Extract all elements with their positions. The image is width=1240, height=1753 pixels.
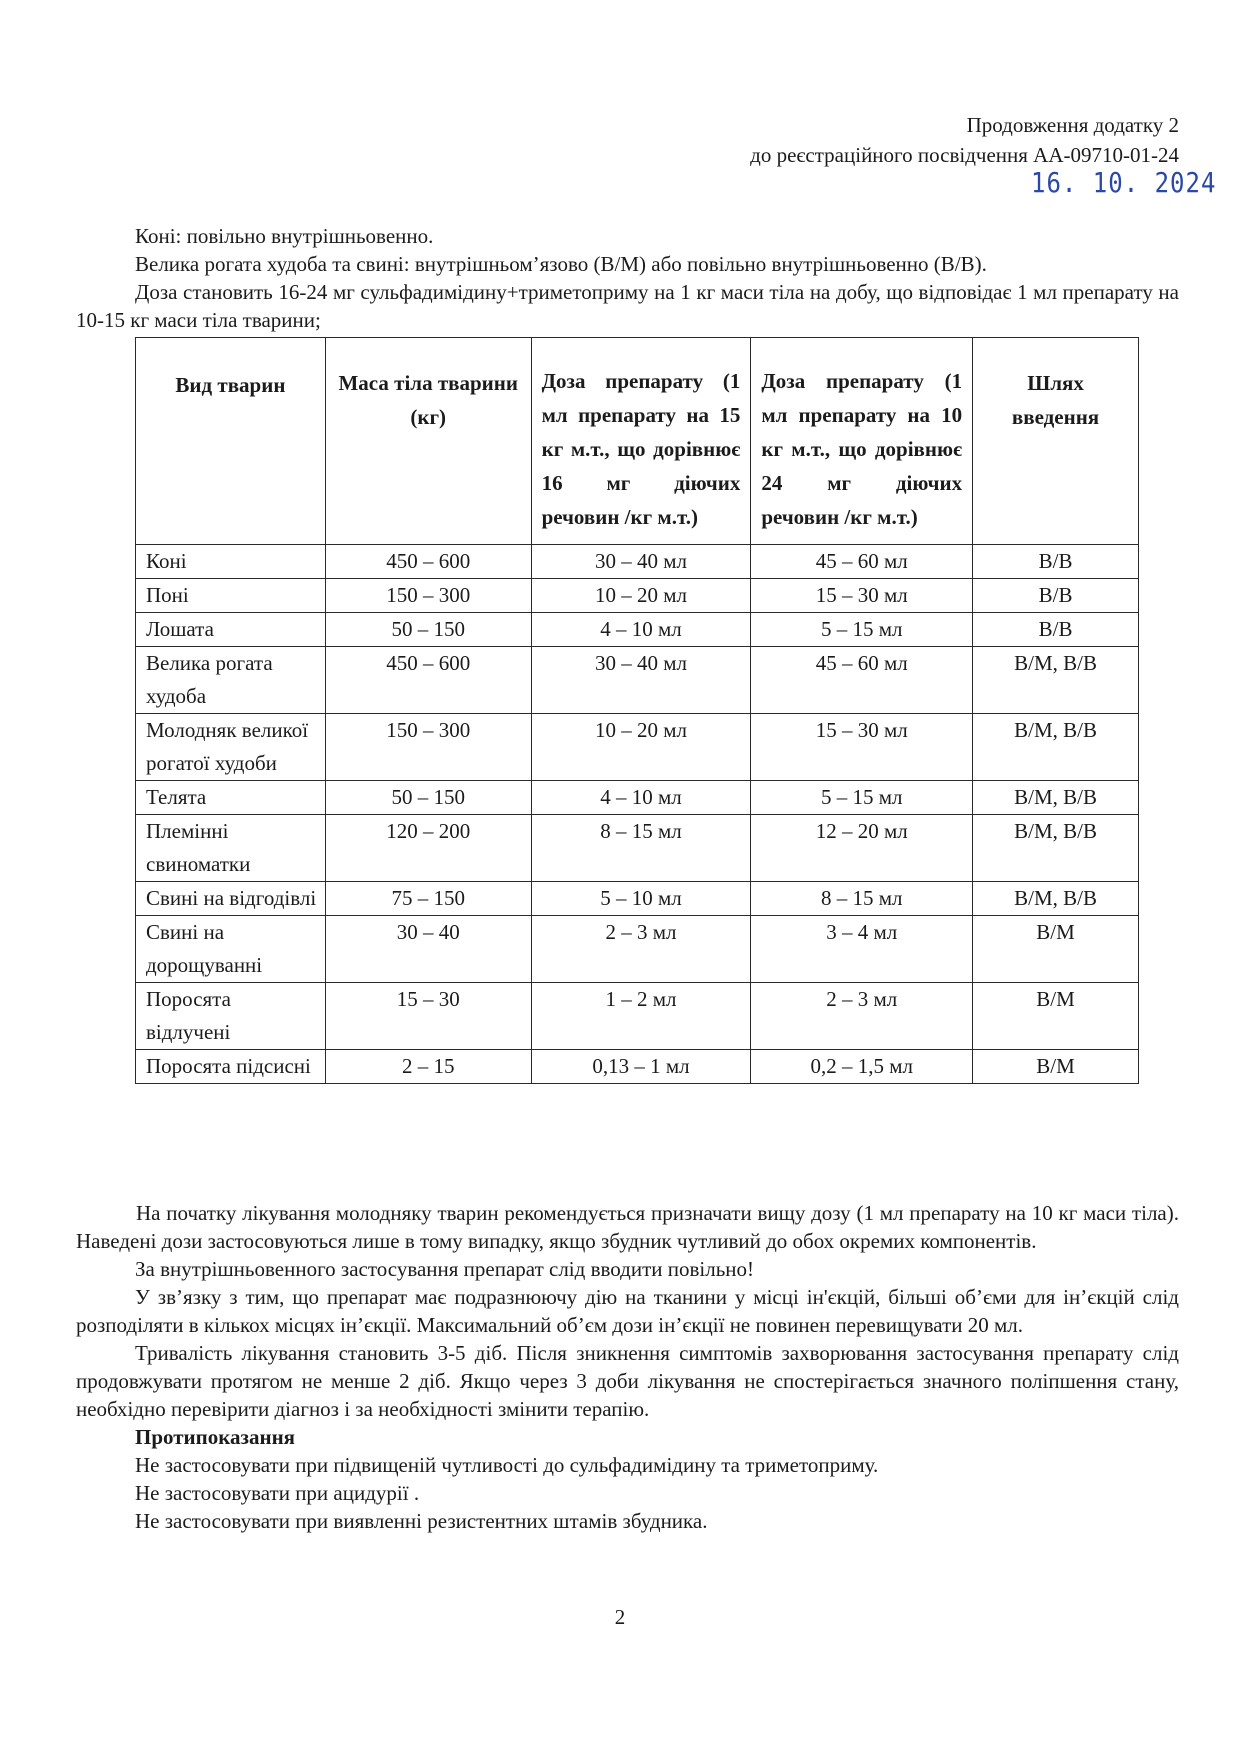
contraindication-item: Не застосовувати при виявленні резистентних штамів збудника. [135,1509,708,1533]
date-stamp: 16. 10. 2024 [1031,166,1217,200]
page-number: 2 [614,1605,626,1629]
cell-weight: 50 – 150 [325,613,531,647]
cell-species: Свині на відгодівлі [136,882,326,916]
cell-dose-10: 0,2 – 1,5 мл [751,1050,973,1084]
cell-dose-10: 12 – 20 мл [751,815,973,882]
table-row [136,1050,1139,1084]
cell-dose-10: 2 – 3 мл [751,983,973,1050]
cell-species: Лошата [136,613,326,647]
header-line-2: до реєстраційного посвідчення АА-09710-01-24 [750,143,1179,167]
header-dose-15kg: Доза препарату (1 мл препарату на 15 кг м.т., що дорівнює 16 мг діючих речовин /кг м.т.) [531,338,751,545]
header-route: Шлях введення [973,338,1139,545]
cell-dose-15: 30 – 40 мл [531,647,751,714]
table-row [136,579,1139,613]
cell-route: В/М, В/В [973,647,1139,714]
cell-weight: 50 – 150 [325,781,531,815]
cell-dose-15: 5 – 10 мл [531,882,751,916]
cell-route: В/В [973,613,1139,647]
table-row [136,815,1139,882]
cell-route: В/М [973,1050,1139,1084]
table-row [136,781,1139,815]
cell-dose-15: 30 – 40 мл [531,545,751,579]
cell-weight: 75 – 150 [325,882,531,916]
header-dose-10kg: Доза препарату (1 мл препарату на 10 кг м.т., що дорівнює 24 мг діючих речовин /кг м.т.) [751,338,973,545]
cell-species: Свині на дорощуванні [136,916,326,983]
cell-weight: 450 – 600 [325,647,531,714]
dosage-table [135,337,1139,1084]
cell-weight: 30 – 40 [325,916,531,983]
header-animal-species: Вид тварин [136,338,326,545]
cell-route: В/М [973,983,1139,1050]
instructions-section [76,1199,1179,1535]
contraindications-heading: Протипоказання [135,1425,296,1449]
table-row [136,545,1139,579]
cell-species: Молодняк великої рогатої худоби [136,714,326,781]
cell-dose-10: 5 – 15 мл [751,613,973,647]
table-row [136,983,1139,1050]
header-body-weight: Маса тіла тварини (кг) [325,338,531,545]
cell-route: В/М, В/В [973,714,1139,781]
paragraph-iv-slowly: За внутрішньовенного застосування препарат слід вводити повільно! [135,1257,755,1281]
cell-dose-10: 15 – 30 мл [751,579,973,613]
cell-species: Велика рогата худоба [136,647,326,714]
cell-species: Коні [136,545,326,579]
cell-dose-15: 1 – 2 мл [531,983,751,1050]
cell-dose-15: 8 – 15 мл [531,815,751,882]
cell-route: В/М, В/В [973,882,1139,916]
cell-species: Племінні свиноматки [136,815,326,882]
cell-weight: 450 – 600 [325,545,531,579]
intro-section [76,222,1179,334]
cell-dose-10: 5 – 15 мл [751,781,973,815]
cell-species: Телята [136,781,326,815]
cell-dose-15: 0,13 – 1 мл [531,1050,751,1084]
cell-dose-15: 10 – 20 мл [531,579,751,613]
cell-weight: 2 – 15 [325,1050,531,1084]
document-header [750,110,1179,170]
cell-dose-10: 45 – 60 мл [751,647,973,714]
table-row [136,613,1139,647]
cell-weight: 15 – 30 [325,983,531,1050]
cell-route: В/М, В/В [973,781,1139,815]
cell-dose-15: 10 – 20 мл [531,714,751,781]
paragraph-treatment-duration: Тривалість лікування становить 3-5 діб. Після зникнення симптомів захворювання застосування препарату слід продовжувати протягом не менше 2 діб. Якщо через 3 доби лікування не спостерігається значного поліпшення стану, необхідно перевірити діагноз і за необхідності змінити терапію. [76,1341,1179,1421]
paragraph-young-animals: На початку лікування молодняку тварин рекомендується призначати вищу дозу (1 мл препарату на 10 кг маси тіла). Наведені дози застосовуються лише в тому випадку, якщо збудник чутливий до обох окремих компонентів. [76,1201,1179,1253]
contraindication-item: Не застосовувати при підвищеній чутливості до сульфадимідину та триметоприму. [135,1453,879,1477]
cell-dose-10: 45 – 60 мл [751,545,973,579]
cell-species: Поросята відлучені [136,983,326,1050]
intro-paragraph-cattle-pigs: Велика рогата худоба та свині: внутрішньом’язово (В/М) або повільно внутрішньовенно (В/В). [135,252,987,276]
intro-paragraph-dose: Доза становить 16-24 мг сульфадимідину+триметоприму на 1 кг маси тіла на добу, що відповідає 1 мл препарату на 10-15 кг маси тіла тварини; [76,280,1179,332]
cell-dose-10: 3 – 4 мл [751,916,973,983]
cell-route: В/М [973,916,1139,983]
table-row [136,916,1139,983]
cell-dose-15: 2 – 3 мл [531,916,751,983]
cell-species: Поні [136,579,326,613]
cell-route: В/В [973,545,1139,579]
cell-dose-15: 4 – 10 мл [531,781,751,815]
cell-route: В/М, В/В [973,815,1139,882]
table-row [136,714,1139,781]
table-header-row [136,338,1139,545]
contraindication-item: Не застосовувати при ацидурії . [135,1481,420,1505]
cell-species: Поросята підсисні [136,1050,326,1084]
cell-weight: 150 – 300 [325,714,531,781]
table-row [136,647,1139,714]
paragraph-injection-volume: У зв’язку з тим, що препарат має подразнюючу дію на тканини у місці ін'єкцій, більші об’єми для ін’єкцій слід розподіляти в кількох місцях ін’єкції. Максимальний об’єм дози ін’єкції не повинен перевищувати 20 мл. [76,1285,1179,1337]
cell-dose-15: 4 – 10 мл [531,613,751,647]
cell-weight: 120 – 200 [325,815,531,882]
cell-dose-10: 8 – 15 мл [751,882,973,916]
cell-dose-10: 15 – 30 мл [751,714,973,781]
cell-weight: 150 – 300 [325,579,531,613]
header-line-1: Продовження додатку 2 [966,113,1179,137]
cell-route: В/В [973,579,1139,613]
intro-paragraph-horses: Коні: повільно внутрішньовенно. [135,224,434,248]
table-row [136,882,1139,916]
